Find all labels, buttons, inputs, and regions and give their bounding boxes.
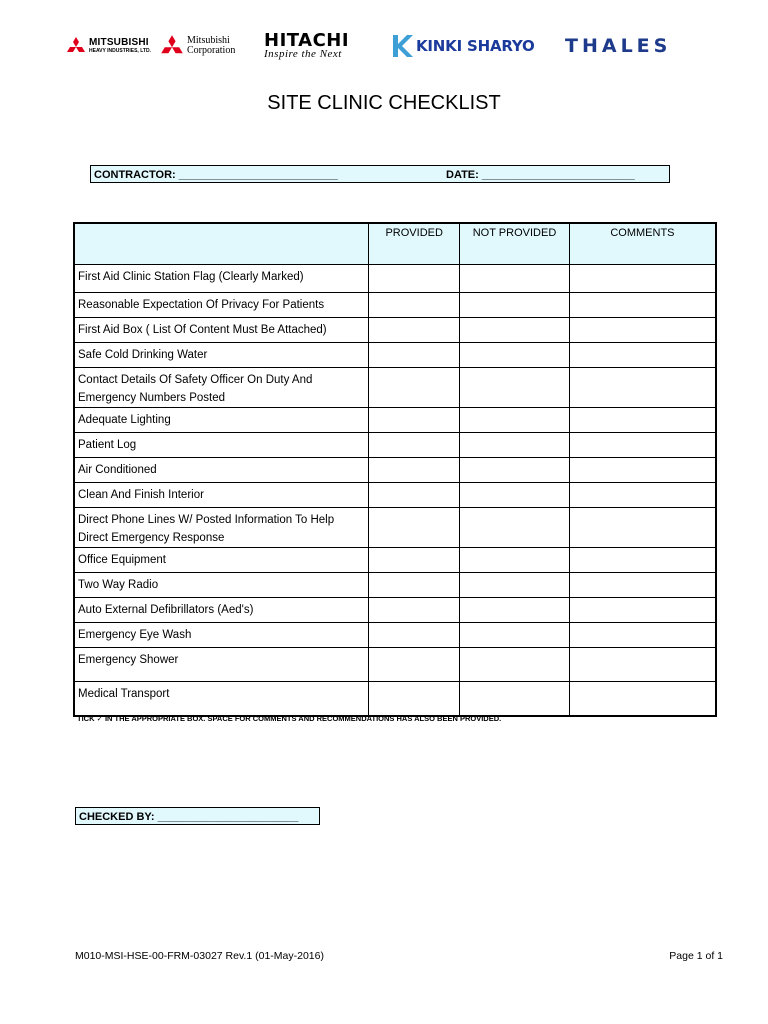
not-provided-cell[interactable] xyxy=(460,573,570,598)
provided-cell[interactable] xyxy=(369,408,460,433)
hitachi-tagline: Inspire the Next xyxy=(264,48,342,60)
provided-cell[interactable] xyxy=(369,293,460,318)
not-provided-cell[interactable] xyxy=(460,265,570,293)
row-label: Air Conditioned xyxy=(74,458,369,483)
row-label: First Aid Box ( List Of Content Must Be Attached) xyxy=(74,318,369,343)
document-code: M010-MSI-HSE-00-FRM-03027 Rev.1 (01-May-2016) xyxy=(75,950,324,962)
table-row xyxy=(74,598,716,623)
provided-cell[interactable] xyxy=(369,265,460,293)
provided-cell[interactable] xyxy=(369,508,460,548)
logo-bar xyxy=(62,28,712,64)
row-label: Medical Transport xyxy=(74,682,369,716)
header-item xyxy=(74,223,369,265)
mc-text-1: Mitsubishi xyxy=(187,34,230,46)
page-title: SITE CLINIC CHECKLIST xyxy=(267,92,501,114)
not-provided-cell[interactable] xyxy=(460,623,570,648)
provided-cell[interactable] xyxy=(369,648,460,682)
row-label: First Aid Clinic Station Flag (Clearly Marked) xyxy=(74,265,369,293)
not-provided-cell[interactable] xyxy=(460,508,570,548)
header-not-provided: NOT PROVIDED xyxy=(460,223,570,265)
comments-cell[interactable] xyxy=(569,368,716,408)
page-number: Page 1 of 1 xyxy=(669,950,723,962)
kinki-text: KINKI SHARYO xyxy=(416,37,535,55)
row-label: Two Way Radio xyxy=(74,573,369,598)
provided-cell[interactable] xyxy=(369,458,460,483)
provided-cell[interactable] xyxy=(369,483,460,508)
mhi-text: MITSUBISHI xyxy=(89,37,149,48)
provided-cell[interactable] xyxy=(369,573,460,598)
row-label: Direct Phone Lines W/ Posted Information To Help Direct Emergency Response xyxy=(74,508,369,548)
row-label: Auto External Defibrillators (Aed's) xyxy=(74,598,369,623)
contractor-field[interactable]: CONTRACTOR: __________________________ xyxy=(94,169,338,181)
provided-cell[interactable] xyxy=(369,433,460,458)
row-label: Reasonable Expectation Of Privacy For Patients xyxy=(74,293,369,318)
comments-cell[interactable] xyxy=(569,648,716,682)
not-provided-cell[interactable] xyxy=(460,483,570,508)
provided-cell[interactable] xyxy=(369,623,460,648)
table-row xyxy=(74,368,716,408)
contractor-date-box xyxy=(90,165,670,183)
comments-cell[interactable] xyxy=(569,293,716,318)
checked-by-field[interactable]: CHECKED BY: _______________________ xyxy=(75,807,320,825)
provided-cell[interactable] xyxy=(369,343,460,368)
mitsubishi-corporation-logo xyxy=(160,28,235,64)
table-row xyxy=(74,483,716,508)
kinki-sharyo-logo xyxy=(390,28,535,64)
provided-cell[interactable] xyxy=(369,598,460,623)
provided-cell[interactable] xyxy=(369,548,460,573)
comments-cell[interactable] xyxy=(569,508,716,548)
row-label: Clean And Finish Interior xyxy=(74,483,369,508)
comments-cell[interactable] xyxy=(569,573,716,598)
comments-cell[interactable] xyxy=(569,483,716,508)
row-label: Patient Log xyxy=(74,433,369,458)
three-diamonds-icon xyxy=(66,37,86,55)
checklist-table xyxy=(73,222,717,717)
not-provided-cell[interactable] xyxy=(460,368,570,408)
comments-cell[interactable] xyxy=(569,343,716,368)
row-label: Contact Details Of Safety Officer On Duty And Emergency Numbers Posted xyxy=(74,368,369,408)
table-row xyxy=(74,548,716,573)
table-row xyxy=(74,648,716,682)
header-comments: COMMENTS xyxy=(569,223,716,265)
not-provided-cell[interactable] xyxy=(460,548,570,573)
not-provided-cell[interactable] xyxy=(460,682,570,716)
row-label: Adequate Lighting xyxy=(74,408,369,433)
table-row xyxy=(74,318,716,343)
instruction-note: TICK ✓ IN THE APPROPRIATE BOX. SPACE FOR COMMENTS AND RECOMMENDATIONS HAS ALSO BEEN PROVIDED. xyxy=(77,714,502,723)
comments-cell[interactable] xyxy=(569,265,716,293)
thales-logo: THALES xyxy=(565,35,672,57)
table-row xyxy=(74,293,716,318)
not-provided-cell[interactable] xyxy=(460,648,570,682)
table-header-row xyxy=(74,223,716,265)
comments-cell[interactable] xyxy=(569,682,716,716)
comments-cell[interactable] xyxy=(569,433,716,458)
not-provided-cell[interactable] xyxy=(460,458,570,483)
row-label: Office Equipment xyxy=(74,548,369,573)
table-row xyxy=(74,623,716,648)
row-label: Emergency Shower xyxy=(74,648,369,682)
not-provided-cell[interactable] xyxy=(460,293,570,318)
table-row xyxy=(74,573,716,598)
comments-cell[interactable] xyxy=(569,598,716,623)
provided-cell[interactable] xyxy=(369,368,460,408)
row-label: Safe Cold Drinking Water xyxy=(74,343,369,368)
table-row xyxy=(74,682,716,716)
row-label: Emergency Eye Wash xyxy=(74,623,369,648)
table-row xyxy=(74,343,716,368)
hitachi-text: HITACHI xyxy=(264,30,350,51)
table-row xyxy=(74,458,716,483)
comments-cell[interactable] xyxy=(569,458,716,483)
mhi-subtext: HEAVY INDUSTRIES, LTD. xyxy=(89,48,151,54)
not-provided-cell[interactable] xyxy=(460,598,570,623)
not-provided-cell[interactable] xyxy=(460,408,570,433)
three-diamonds-icon xyxy=(160,35,184,57)
not-provided-cell[interactable] xyxy=(460,343,570,368)
table-row xyxy=(74,265,716,293)
comments-cell[interactable] xyxy=(569,318,716,343)
comments-cell[interactable] xyxy=(569,548,716,573)
table-row xyxy=(74,408,716,433)
mitsubishi-heavy-logo xyxy=(66,28,151,64)
date-field[interactable]: DATE: _________________________ xyxy=(446,169,635,181)
provided-cell[interactable] xyxy=(369,318,460,343)
not-provided-cell[interactable] xyxy=(460,433,570,458)
k-mark-icon xyxy=(390,33,414,59)
mc-text-2: Corporation xyxy=(187,45,236,56)
header-provided: PROVIDED xyxy=(369,223,460,265)
hitachi-logo xyxy=(264,28,349,64)
not-provided-cell[interactable] xyxy=(460,318,570,343)
table-row xyxy=(74,433,716,458)
comments-cell[interactable] xyxy=(569,623,716,648)
provided-cell[interactable] xyxy=(369,682,460,716)
comments-cell[interactable] xyxy=(569,408,716,433)
table-row xyxy=(74,508,716,548)
